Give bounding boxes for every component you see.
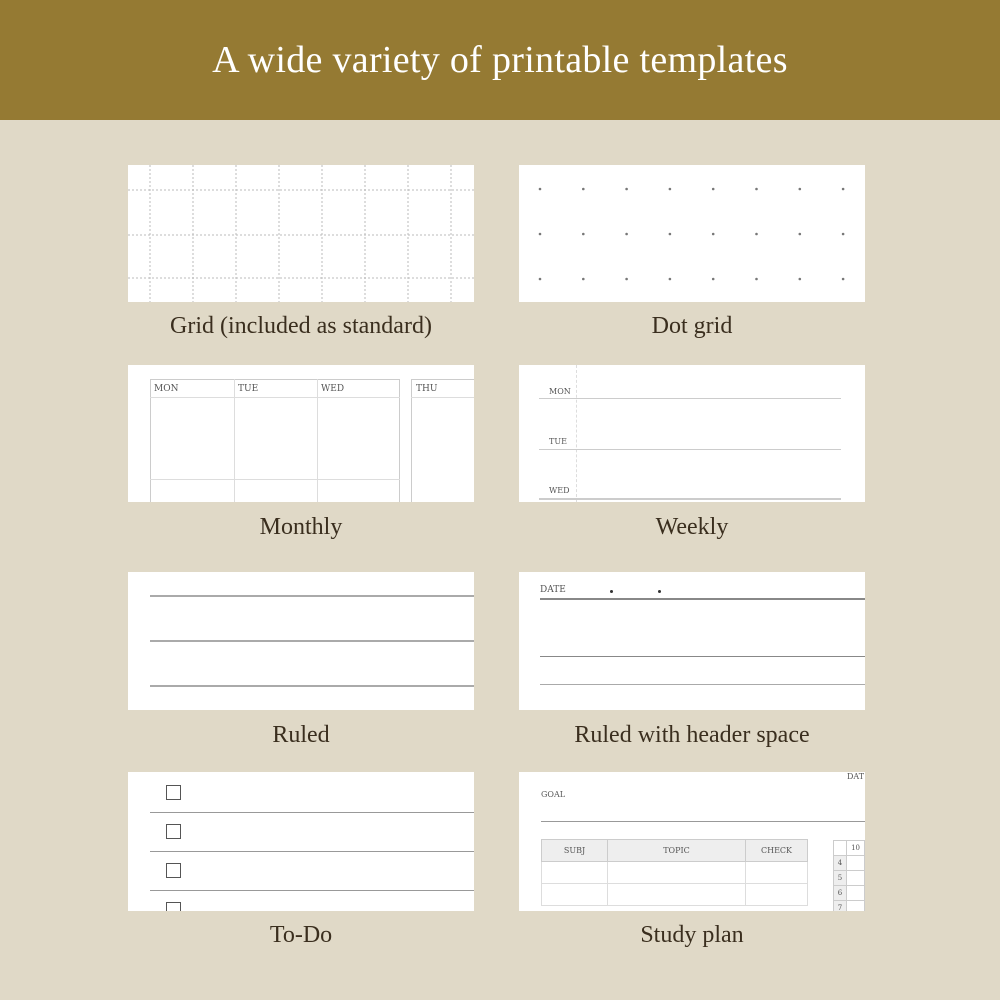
dot <box>799 278 802 281</box>
checkbox-icon <box>166 785 181 800</box>
dot <box>539 188 542 191</box>
column-header: CHECK <box>746 840 808 862</box>
goal-label: GOAL <box>541 790 566 799</box>
day-label: MON <box>154 384 179 394</box>
date-label: DATE <box>540 585 566 595</box>
hour: 5 <box>834 871 847 886</box>
dot-grid-template-preview[interactable] <box>519 165 865 302</box>
dot <box>755 233 758 236</box>
todo-template-preview[interactable] <box>128 772 474 911</box>
dot <box>669 278 672 281</box>
template-label: Study plan <box>640 922 744 948</box>
day-label: TUE <box>549 437 567 446</box>
dot <box>712 233 715 236</box>
hour: 7 <box>834 901 847 912</box>
day-label: THU <box>416 384 438 394</box>
dot <box>625 233 628 236</box>
day-label: WED <box>549 486 570 495</box>
template-label: Grid (included as standard) <box>170 313 432 339</box>
study-plan-template-preview[interactable] <box>519 772 865 911</box>
dot <box>712 188 715 191</box>
dot <box>799 188 802 191</box>
dot <box>799 233 802 236</box>
dot <box>539 233 542 236</box>
hour: 4 <box>834 856 847 871</box>
checkbox-icon <box>166 863 181 878</box>
dot <box>842 233 845 236</box>
dot <box>755 188 758 191</box>
grid-template-preview[interactable] <box>128 165 474 302</box>
dot <box>669 188 672 191</box>
study-table <box>541 839 808 906</box>
dot <box>842 278 845 281</box>
date-label: DAT <box>847 772 865 781</box>
hour-table <box>833 840 865 911</box>
monthly-template-preview[interactable] <box>128 365 474 502</box>
ruled-header-template-preview[interactable] <box>519 572 865 710</box>
weekly-template-preview[interactable] <box>519 365 865 502</box>
dot <box>625 188 628 191</box>
dot <box>712 278 715 281</box>
page-title: A wide variety of printable templates <box>212 39 788 81</box>
template-label: Ruled with header space <box>574 722 810 748</box>
day-label: MON <box>549 387 571 396</box>
dot <box>539 278 542 281</box>
hour-header: 10 <box>847 841 865 856</box>
ruled-template-preview[interactable] <box>128 572 474 710</box>
column-header: TOPIC <box>608 840 746 862</box>
template-label: Monthly <box>259 514 343 540</box>
column-header: SUBJ <box>542 840 608 862</box>
dot-pattern <box>519 165 865 302</box>
hour: 6 <box>834 886 847 901</box>
dot <box>669 233 672 236</box>
dot <box>582 278 585 281</box>
checkbox-icon <box>166 902 181 911</box>
day-label: WED <box>321 384 345 394</box>
template-label: Weekly <box>655 514 729 540</box>
dot <box>842 188 845 191</box>
grid-pattern <box>128 165 474 302</box>
dot <box>625 278 628 281</box>
dot <box>582 233 585 236</box>
day-label: TUE <box>238 384 259 394</box>
template-label: To-Do <box>269 922 333 948</box>
banner <box>0 0 1000 120</box>
dot <box>582 188 585 191</box>
template-label: Ruled <box>272 722 330 748</box>
dot <box>755 278 758 281</box>
template-label: Dot grid <box>651 313 733 339</box>
checkbox-icon <box>166 824 181 839</box>
